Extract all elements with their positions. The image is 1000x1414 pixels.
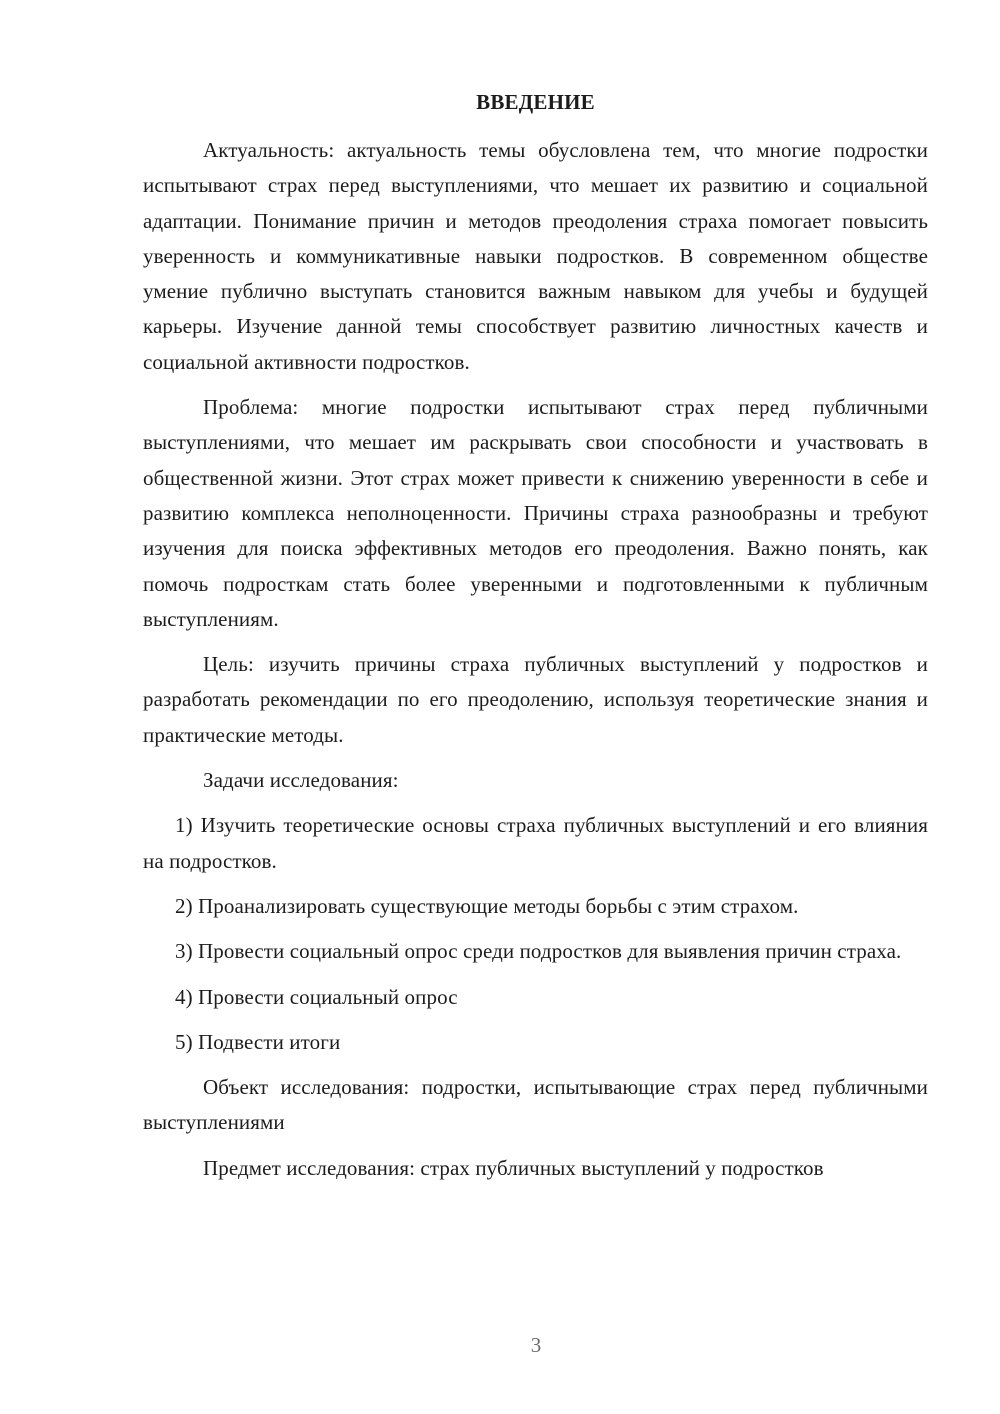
page-number: 3 bbox=[530, 1333, 542, 1357]
paragraph-goal: Цель: изучить причины страха публичных выступлений у подростков и разработать рекомендации по его преодолению, используя теоретические знания и практические методы. bbox=[143, 652, 928, 747]
task-item-5: 5) Подвести итоги bbox=[175, 1029, 341, 1054]
paragraph-object: Объект исследования: подростки, испытывающие страх перед публичными выступлениями bbox=[143, 1075, 928, 1135]
paragraph-relevance: Актуальность: актуальность темы обусловлена тем, что многие подростки испытывают страх перед выступлениями, что мешает их развитию и социальной адаптации. Понимание причин и методов преодоления страха помогает повысить уверенность и коммуникативные навыки подростков. В современном обществе умение публично выступать становится важным навыком для учебы и будущей карьеры. Изучение данной темы способствует развитию личностных качеств и социальной активности подростков. bbox=[143, 138, 928, 374]
task-item-3: 3) Провести социальный опрос среди подростков для выявления причин страха. bbox=[175, 939, 902, 964]
task-item-2: 2) Проанализировать существующие методы борьбы с этим страхом. bbox=[175, 893, 799, 918]
task-item-4: 4) Провести социальный опрос bbox=[175, 984, 458, 1009]
paragraph-tasks-heading: Задачи исследования: bbox=[203, 768, 399, 793]
section-title: ВВЕДЕНИЕ bbox=[476, 90, 595, 114]
paragraph-problem: Проблема: многие подростки испытывают страх перед публичными выступлениями, что мешает им раскрывать свои способности и участвовать в общественной жизни. Этот страх может привести к снижению уверенности в себе и развитию комплекса неполноценности. Причины страха разнообразны и требуют изучения для поиска эффективных методов его преодоления. Важно понять, как помочь подросткам стать более уверенными и подготовленными к публичным выступлениям. bbox=[143, 395, 928, 631]
document-page bbox=[143, 90, 928, 1196]
task-item-1: 1) Изучить теоретические основы страха публичных выступлений и его влияния на подростков. bbox=[143, 813, 928, 873]
paragraph-subject: Предмет исследования: страх публичных выступлений у подростков bbox=[203, 1155, 824, 1180]
